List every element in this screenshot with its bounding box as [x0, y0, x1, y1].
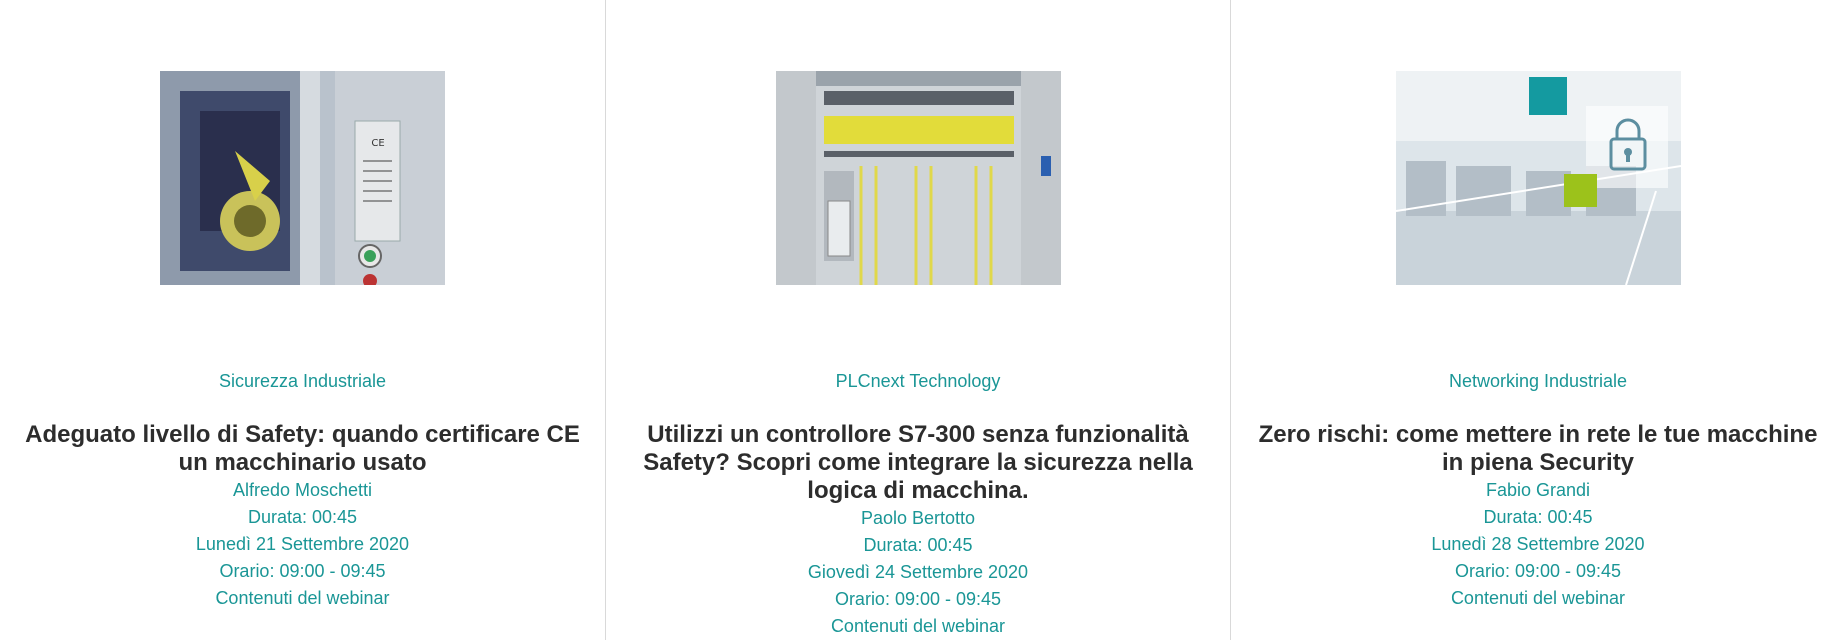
webinar-time: Orario: 09:00 - 09:45 [834, 589, 1002, 609]
webinar-date: Giovedì 24 Settembre 2020 [807, 562, 1029, 582]
webinar-title: Adeguato livello di Safety: quando certificare CE un macchinario usato [25, 421, 580, 476]
webinar-duration: Durata: 00:45 [247, 507, 358, 527]
webinar-content-link[interactable]: Contenuti del webinar [1450, 588, 1626, 608]
webinar-image-control-cabinet[interactable] [776, 71, 1061, 285]
webinar-duration: Durata: 00:45 [863, 535, 973, 555]
webinar-card [605, 0, 1230, 640]
webinar-duration: Durata: 00:45 [1483, 507, 1593, 527]
webinar-image-machinery[interactable] [160, 71, 445, 285]
machinery-photo [160, 71, 445, 285]
webinar-card [1230, 0, 1845, 640]
webinar-title: Zero rischi: come mettere in rete le tue macchine in piena Security [1258, 421, 1818, 476]
svg-text:CE: CE [371, 138, 385, 149]
webinar-date: Lunedì 28 Settembre 2020 [1431, 534, 1645, 554]
webinar-title: Utilizzi un controllore S7-300 senza funzionalità Safety? Scopri come integrare la sicurezza nella logica di macchina. [643, 421, 1193, 504]
webinar-category[interactable]: Networking Industriale [1448, 371, 1628, 391]
webinar-category[interactable]: PLCnext Technology [835, 371, 1001, 391]
webinar-speaker: Fabio Grandi [1485, 480, 1591, 500]
factory-security-photo [1396, 71, 1681, 285]
webinar-speaker: Alfredo Moschetti [232, 480, 373, 500]
webinar-time: Orario: 09:00 - 09:45 [219, 561, 386, 581]
webinar-image-security[interactable] [1396, 71, 1681, 285]
webinar-content-link[interactable]: Contenuti del webinar [830, 616, 1006, 636]
webinar-category[interactable]: Sicurezza Industriale [218, 371, 387, 391]
webinar-time: Orario: 09:00 - 09:45 [1454, 561, 1622, 581]
webinar-content-link[interactable]: Contenuti del webinar [215, 588, 390, 608]
webinar-date: Lunedì 21 Settembre 2020 [195, 534, 410, 554]
control-cabinet-photo [776, 71, 1061, 285]
webinar-speaker: Paolo Bertotto [860, 508, 976, 528]
webinar-card [0, 0, 605, 640]
